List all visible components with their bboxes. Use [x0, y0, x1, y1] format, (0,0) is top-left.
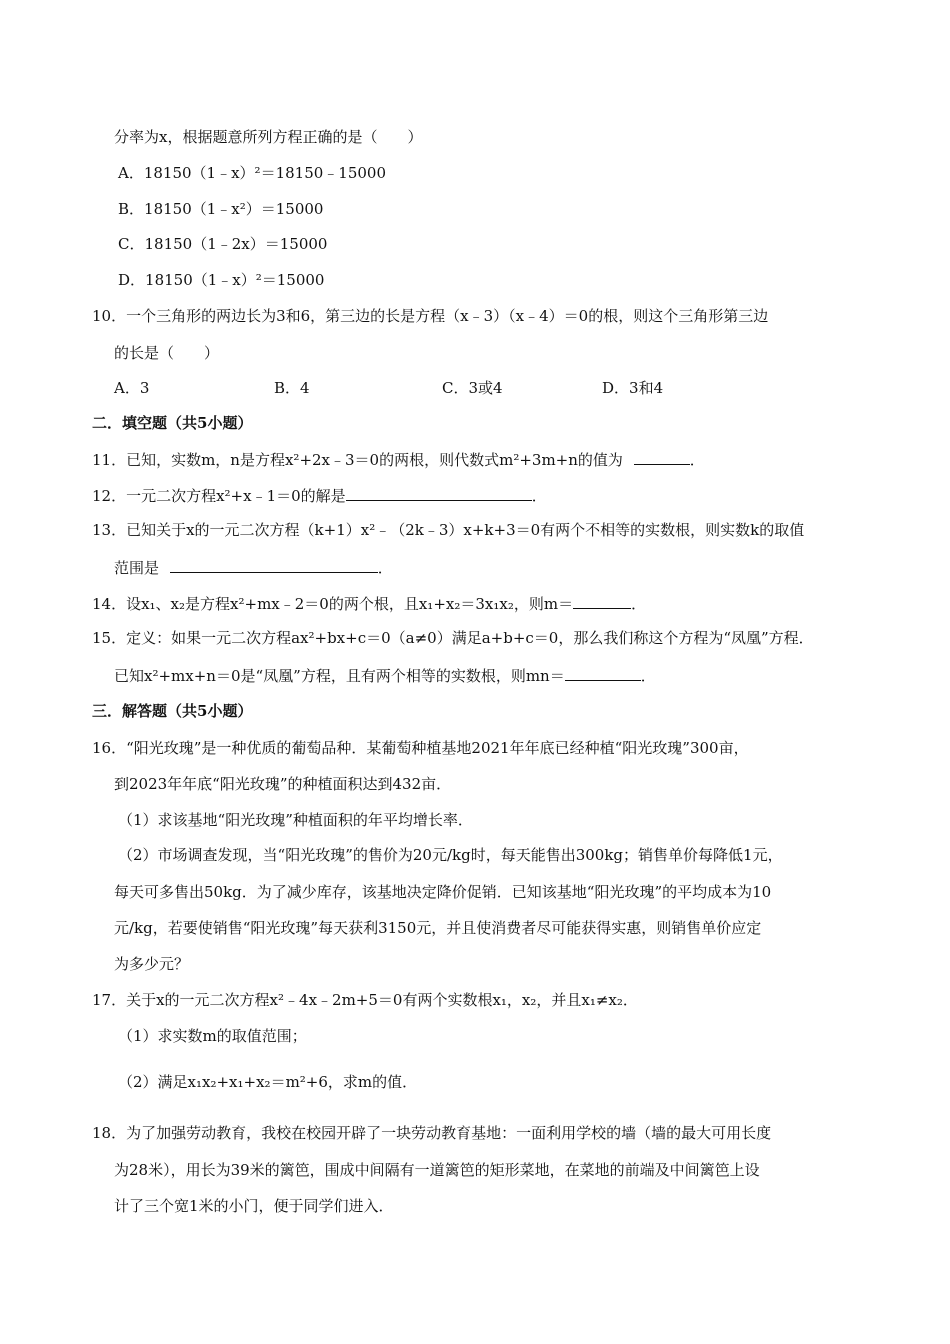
q16-line2: 到2023年年底“阳光玫瑰”的种植面积达到432亩．	[114, 775, 452, 793]
q10-line2: 的长是（ ）	[114, 344, 220, 362]
q18-line1: 18．为了加强劳动教育，我校在校园开辟了一块劳动教育基地：一面利用学校的墙（墙的最大可用长度	[92, 1124, 772, 1142]
q11: 11．已知，实数m，n是方程x²+2x﹣3＝0的两根，则代数式m²+3m+n的值为 ．	[92, 451, 705, 469]
q11-blank	[634, 449, 690, 465]
q16-part2-line3: 元/kg，若要使销售“阳光玫瑰”每天获利3150元，并且使消费者尽可能获得实惠，则销售单价应定	[114, 919, 762, 937]
q13-line2: 范围是 ．	[114, 559, 393, 577]
q9-option-b: B．18150（1﹣x²）＝15000	[118, 200, 324, 218]
q10-option-b: B．4	[274, 379, 310, 397]
q10-line1: 10．一个三角形的两边长为3和6，第三边的长是方程（x﹣3）（x﹣4）＝0的根，则这个三角形第三边	[92, 307, 769, 325]
q18-line2: 为28米），用长为39米的篱笆，围成中间隔有一道篱笆的矩形菜地，在菜地的前端及中间篱笆上设	[114, 1161, 760, 1179]
q9-option-d: D．18150（1﹣x）²＝15000	[118, 271, 325, 289]
q11-text: 11．已知，实数m，n是方程x²+2x﹣3＝0的两根，则代数式m²+3m+n的值为	[92, 451, 623, 469]
q16-part2-line1: （2）市场调查发现，当“阳光玫瑰”的售价为20元/kg时，每天能售出300kg；销售单价每降低1元，	[118, 846, 783, 864]
q18-line3: 计了三个宽1米的小门，便于同学们进入．	[114, 1197, 394, 1215]
q13-blank	[170, 557, 378, 573]
q9-option-c: C．18150（1﹣2x）＝15000	[118, 235, 328, 253]
q9-option-a: A．18150（1﹣x）²＝18150﹣15000	[118, 164, 387, 182]
q13-line1: 13．已知关于x的一元二次方程（k+1）x²﹣（2k﹣3）x+k+3＝0有两个不相等的实数根，则实数k的取值	[92, 521, 805, 539]
q12-text: 12．一元二次方程x²+x﹣1＝0的解是	[92, 487, 346, 505]
q10-option-d: D．3和4	[602, 379, 664, 397]
q15-line1: 15．定义：如果一元二次方程ax²+bx+c＝0（a≠0）满足a+b+c＝0，那么我们称这个方程为“凤凰”方程．	[92, 629, 814, 647]
q16-part2-line4: 为多少元？	[114, 955, 190, 973]
q17-line1: 17．关于x的一元二次方程x²﹣4x﹣2m+5＝0有两个实数根x₁，x₂，并且x₁≠x₂．	[92, 991, 638, 1009]
q16-line1: 16．“阳光玫瑰”是一种优质的葡萄品种．某葡萄种植基地2021年年底已经种植“阳光玫瑰”300亩，	[92, 739, 749, 757]
q17-part2: （2）满足x₁x₂+x₁+x₂＝m²+6，求m的值．	[118, 1073, 418, 1091]
q14-text: 14．设x₁、x₂是方程x²+mx﹣2＝0的两个根，且x₁+x₂＝3x₁x₂，则m＝	[92, 595, 574, 613]
q14: 14．设x₁、x₂是方程x²+mx﹣2＝0的两个根，且x₁+x₂＝3x₁x₂，则m＝ ．	[92, 595, 647, 613]
q15-line2-text: 已知x²+mx+n＝0是“凤凰”方程，且有两个相等的实数根，则mn＝	[114, 667, 565, 685]
q12: 12．一元二次方程x²+x﹣1＝0的解是 ．	[92, 487, 547, 505]
q13-line2-text: 范围是	[114, 559, 160, 577]
q9-stem-tail: 分率为x，根据题意所列方程正确的是（ ）	[114, 128, 423, 146]
q16-part2-line2: 每天可多售出50kg．为了减少库存，该基地决定降价促销．已知该基地“阳光玫瑰”的平均成本为10	[114, 883, 772, 901]
section-3-heading: 三．解答题（共5小题）	[92, 702, 253, 720]
q10-option-c: C．3或4	[442, 379, 503, 397]
q15-blank	[565, 665, 641, 681]
q12-blank	[346, 485, 532, 501]
section-2-heading: 二．填空题（共5小题）	[92, 414, 253, 432]
q10-option-a: A．3	[114, 379, 150, 397]
q16-part1: （1）求该基地“阳光玫瑰”种植面积的年平均增长率．	[118, 811, 473, 829]
q15-line2: 已知x²+mx+n＝0是“凤凰”方程，且有两个相等的实数根，则mn＝ ．	[114, 667, 656, 685]
q14-blank	[573, 593, 631, 609]
q17-part1: （1）求实数m的取值范围；	[118, 1027, 307, 1045]
